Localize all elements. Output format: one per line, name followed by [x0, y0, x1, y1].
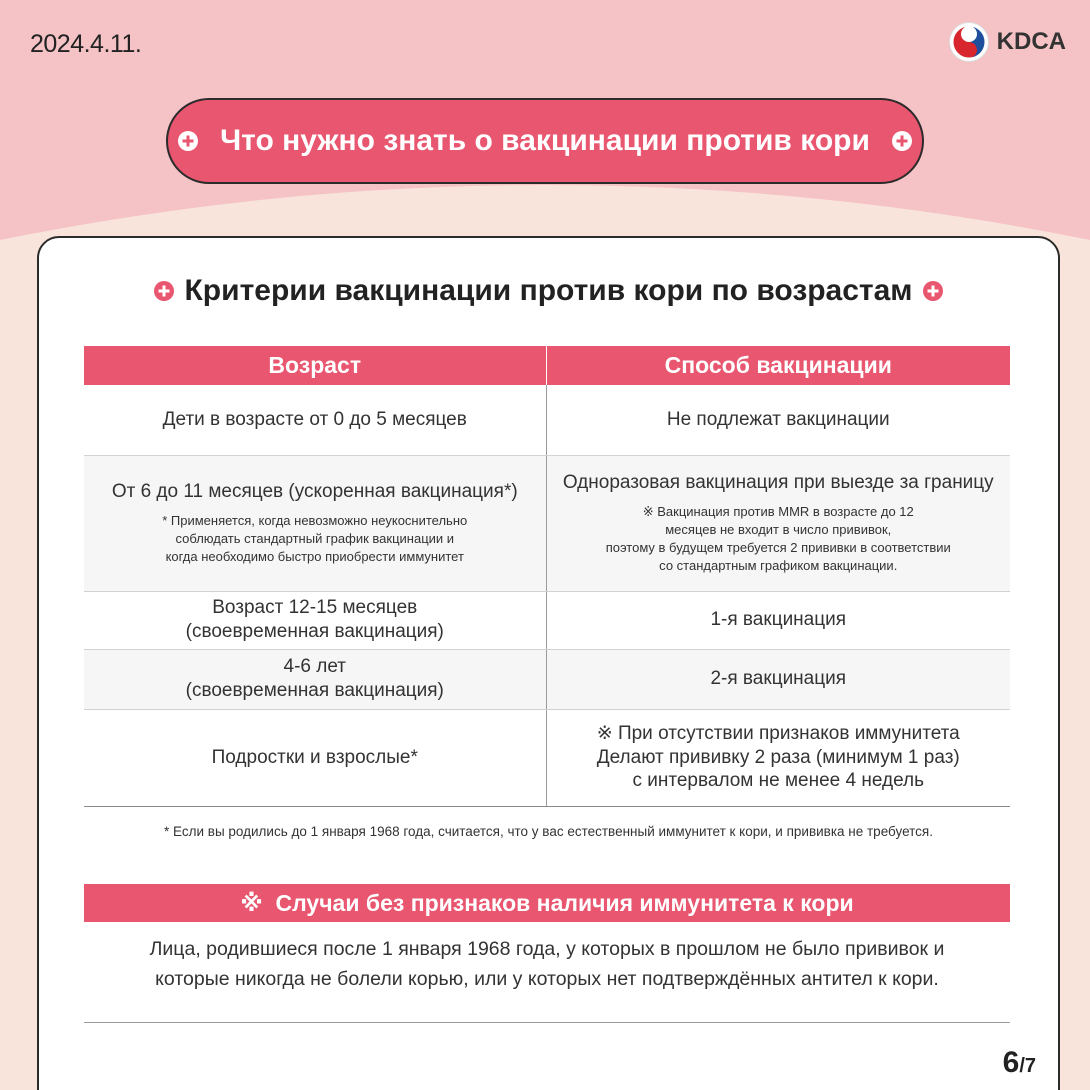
taegeuk-icon — [949, 22, 989, 62]
section-bar — [84, 884, 1010, 922]
age-cell — [84, 455, 546, 591]
date: 2024.4.11. — [30, 30, 142, 58]
plus-circle-icon — [154, 281, 174, 301]
method-cell: 2-я вакцинация — [546, 649, 1010, 709]
age-cell: Возраст 12-15 месяцев (своевременная вакцинация) — [84, 591, 546, 649]
table-row — [84, 455, 1010, 591]
plus-circle-icon — [892, 131, 912, 151]
section-bar-text: ※ Случаи без признаков наличия иммунитета к кори — [240, 889, 854, 916]
section-heading-text: Критерии вакцинации против кори по возрастам — [184, 274, 913, 307]
content-card — [37, 236, 1060, 1090]
method-cell: ※ При отсутствии признаков иммунитета Делают прививку 2 раза (минимум 1 раз) с интервалом не менее 4 недель — [546, 709, 1010, 806]
method-cell: Не подлежат вакцинации — [546, 385, 1010, 455]
age-text: От 6 до 11 месяцев (ускоренная вакцинация*) — [111, 480, 518, 502]
page-title — [166, 98, 924, 184]
plus-circle-icon — [178, 131, 198, 151]
logo-text: KDCA — [996, 28, 1066, 55]
table-row — [84, 591, 1010, 649]
table-row — [84, 709, 1010, 806]
method-note: ※ Вакцинация против MMR в возрасте до 12 месяцев не входит в число прививок, поэтому в будущем требуется 2 прививки в соответствии со стандартным графиком вакцинации. — [605, 503, 951, 574]
table-header-row — [84, 346, 1010, 385]
page-total: /7 — [1019, 1055, 1036, 1077]
page-current: 6 — [1002, 1046, 1020, 1079]
table-row — [84, 649, 1010, 709]
table-footnote: * Если вы родились до 1 января 1968 года, считается, что у вас естественный иммунитет к кори, и прививка не требуется. — [164, 824, 933, 839]
plus-circle-icon — [923, 281, 943, 301]
section-paragraph: Лица, родившиеся после 1 января 1968 года, у которых в прошлом не было прививок и которые никогда не болели корью, или у которых нет подтверждённых антител к кори. — [149, 938, 945, 991]
method-cell — [546, 455, 1010, 591]
method-text: Одноразовая вакцинация при выезде за границу — [562, 471, 994, 493]
table-row — [84, 385, 1010, 455]
column-header-age: Возраст — [84, 346, 546, 385]
section-heading — [39, 274, 1058, 308]
age-note: * Применяется, когда невозможно неукоснительно соблюдать стандартный график вакцинации и когда необходимо быстро приобрести иммунитет — [162, 512, 468, 564]
age-cell: Дети в возрасте от 0 до 5 месяцев — [84, 385, 546, 455]
vaccination-table — [84, 346, 1010, 807]
column-header-method: Способ вакцинации — [546, 346, 1010, 385]
kdca-logo — [949, 22, 1066, 62]
method-cell: 1-я вакцинация — [546, 591, 1010, 649]
page-title-text: Что нужно знать о вакцинации против кори — [220, 124, 870, 157]
age-cell: Подростки и взрослые* — [84, 709, 546, 806]
page-number — [1003, 1046, 1036, 1080]
divider — [84, 1022, 1010, 1023]
age-cell: 4-6 лет (своевременная вакцинация) — [84, 649, 546, 709]
